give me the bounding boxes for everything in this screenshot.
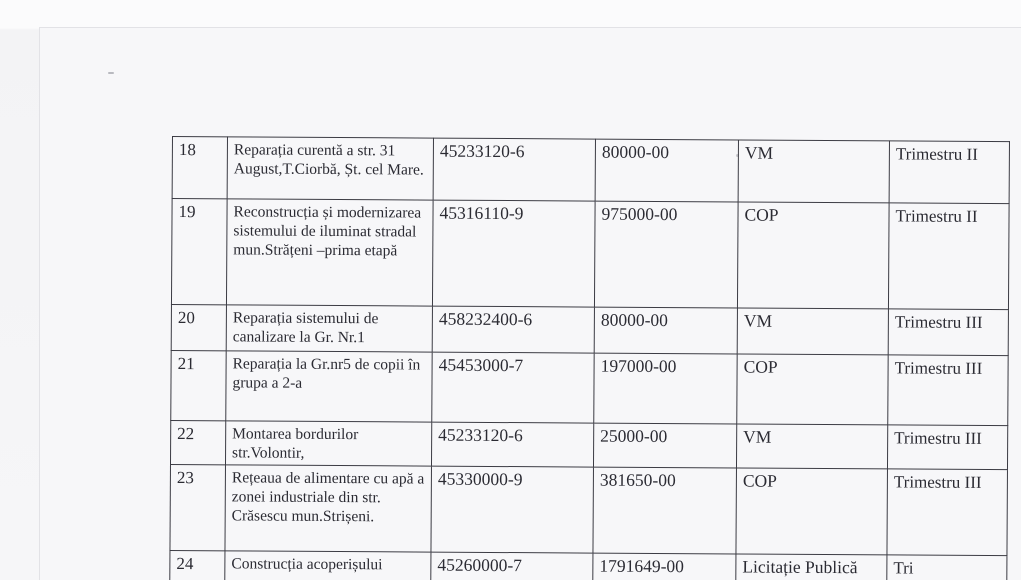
procedure-type: COP [737,354,888,425]
row-number: 24 [170,550,225,580]
row-number: 20 [171,304,226,350]
table-row [171,199,1009,310]
row-number: 22 [170,420,225,464]
cpv-code: 45233120-6 [431,422,593,467]
row-number: 21 [171,350,226,420]
procedure-type: VM [738,140,889,203]
item-description: Reparația sistemului de canalizare la Gr. Nr.1 [226,305,432,352]
estimated-value: 1791649-00 [593,553,736,580]
table-row [172,137,1009,204]
row-number: 18 [172,137,227,199]
procedure-type: COP [737,202,889,309]
term-period: Trimestru III [888,355,1008,426]
table-row [170,550,1007,580]
estimated-value: 975000-00 [594,201,738,308]
estimated-value: 80000-00 [594,307,737,354]
table-row [170,420,1007,469]
estimated-value: 25000-00 [593,423,736,468]
term-period: Trimestru III [887,425,1007,470]
estimated-value: 381650-00 [593,467,737,554]
procurement-table-wrapper [169,136,1010,580]
cpv-code: 45316110-9 [432,200,595,307]
row-number: 23 [170,464,226,550]
procedure-type: Licitație Publică [736,554,887,580]
cpv-code: 458232400-6 [432,306,594,353]
cpv-code: 45260000-7 [431,552,593,580]
procedure-type: COP [736,468,888,555]
cpv-code: 45233120-6 [433,138,595,201]
table-row [170,464,1008,555]
cpv-code: 45453000-7 [432,352,594,423]
term-period: Trimestru II [889,141,1009,204]
row-number: 19 [171,199,227,305]
table-row [171,304,1008,355]
term-period: Tri [887,555,1007,580]
procedure-type: VM [737,308,888,355]
item-description: Reparația la Gr.nr5 de copii în grupa a 2-a [226,351,432,422]
term-period: Trimestru II [888,203,1009,310]
term-period: Trimestru III [888,309,1008,356]
estimated-value: 80000-00 [595,139,738,202]
cpv-code: 45330000-9 [431,466,594,553]
item-description: Reparația curentă a str. 31 August,T.Ciorbă, Șt. cel Mare. [227,137,433,200]
term-period: Trimestru III [887,469,1008,556]
procedure-type: VM [736,424,887,469]
item-description: Reconstrucția și modernizarea sistemului de iluminat stradal mun.Strățeni –prima etapă [226,199,433,306]
estimated-value: 197000-00 [594,353,737,424]
procurement-table [169,136,1010,580]
item-description: Montarea bordurilor str.Volontir, [225,421,431,466]
table-row [171,350,1008,425]
item-description: Construcția acoperișului [225,551,431,580]
item-description: Rețeaua de alimentare cu apă a zonei industriale din str. Crăsescu mun.Strișeni. [225,465,432,552]
pencil-mark [108,72,114,74]
